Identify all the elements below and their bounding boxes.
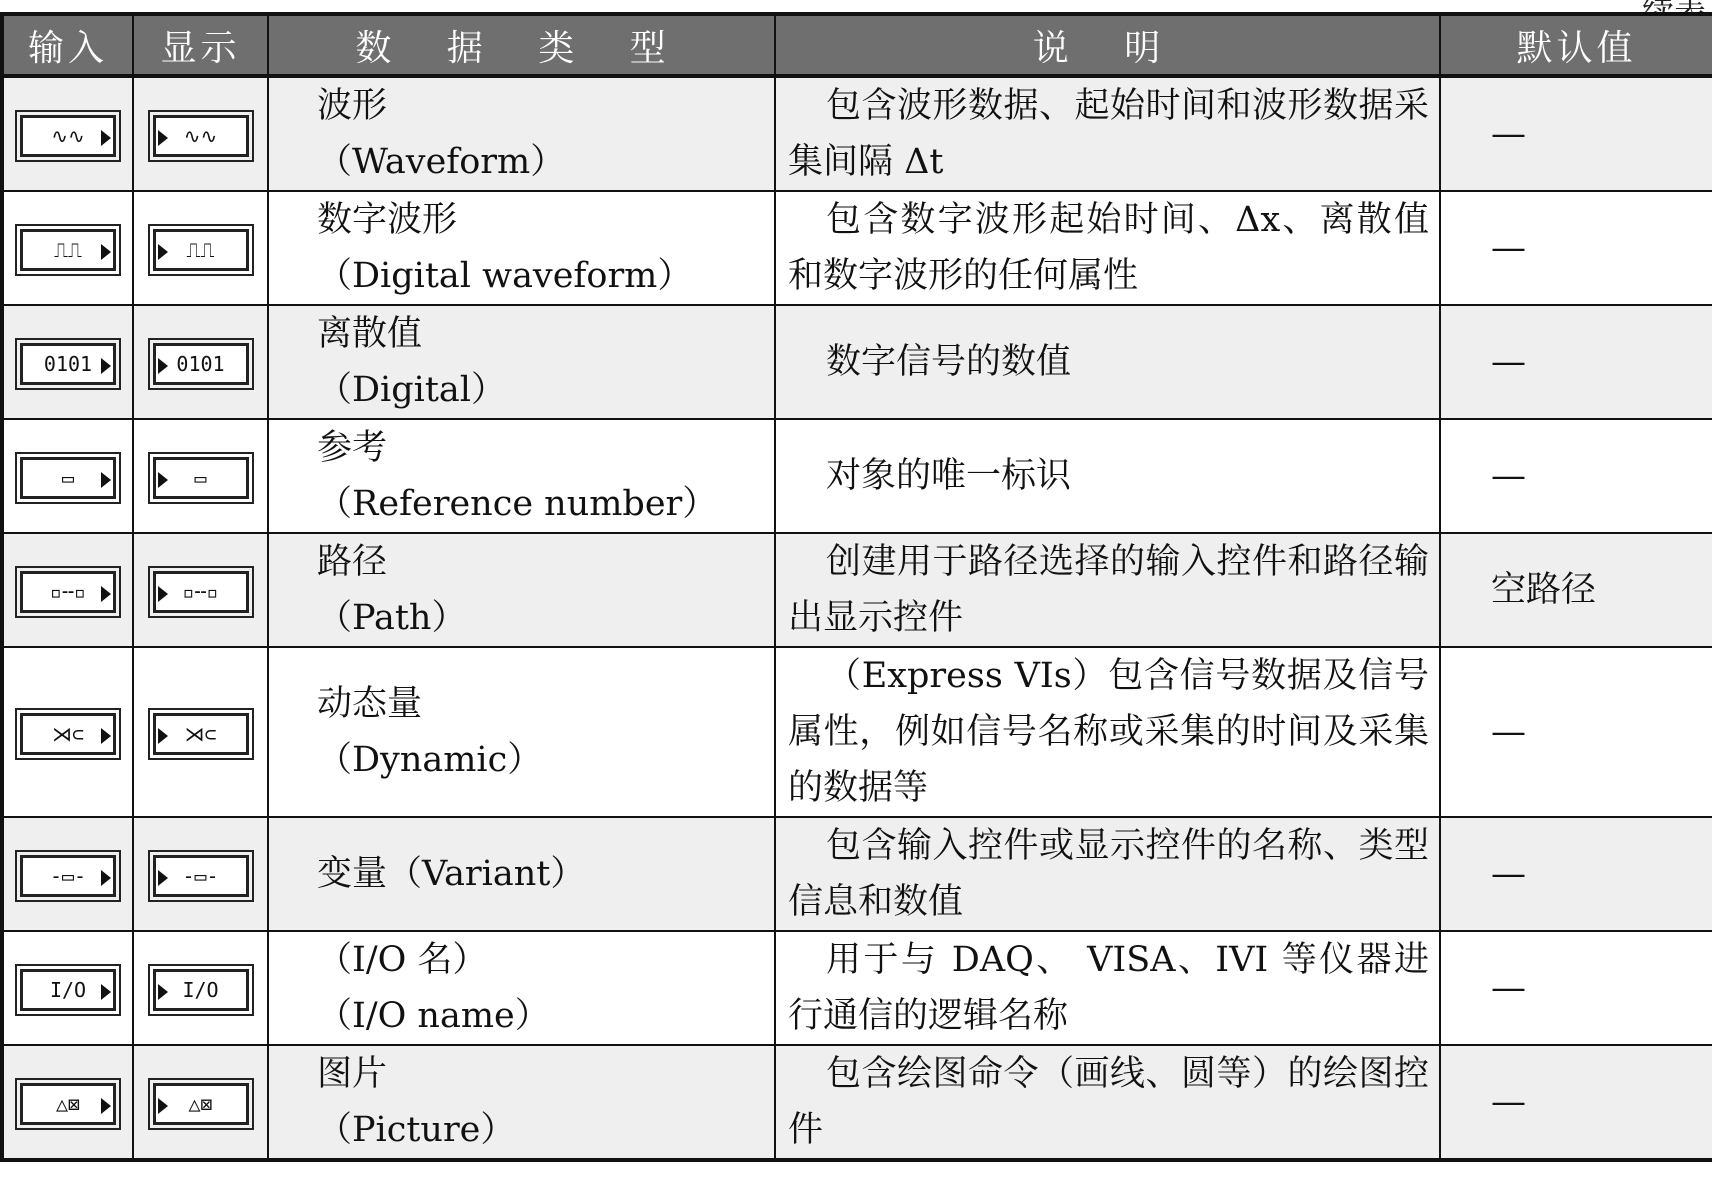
dynamic-icon [153,713,249,755]
table-body [2,76,1712,1160]
dynamic-icon [20,713,116,755]
display-terminal-cell [133,305,268,419]
description-text: 用于与 DAQ、 VISA、IVI 等仪器进行通信的逻辑名称 [788,940,1429,1036]
digital-icon [153,343,249,385]
description-text: 创建用于路径选择的输入控件和路径输出显示控件 [788,542,1429,638]
data-type-english: （Picture） [317,1110,516,1150]
picture-icon [20,1083,116,1125]
terminal-glyph: 0101 [176,351,225,376]
refnum-icon [153,457,249,499]
path-icon [153,571,249,613]
picture-icon [153,1083,249,1125]
digital-waveform-icon [153,229,249,271]
terminal-glyph: ⋊⊂ [51,721,85,746]
default-value-cell: 空路径 [1440,533,1712,647]
data-type-cell [268,305,775,419]
terminal-glyph: ⎍⎍ [186,237,215,262]
display-terminal-cell [133,1045,268,1160]
data-type-english: （Dynamic） [317,740,543,780]
terminal-glyph: ⎍⎍ [54,237,82,262]
data-type-english: （Digital waveform） [317,256,693,296]
data-type-chinese: 变量（Variant） [317,854,586,894]
waveform-icon [20,115,116,157]
terminal-glyph: 0101 [43,351,93,376]
default-value-cell: — [1440,76,1712,191]
io-name-icon [20,969,116,1011]
input-terminal-cell [2,1045,133,1160]
input-terminal-cell [2,419,133,533]
description-cell [775,305,1440,419]
data-type-english: （I/O name） [317,996,550,1036]
refnum-icon [20,457,116,499]
description-text: 包含数字波形起始时间、Δx、离散值和数字波形的任何属性 [788,200,1429,296]
data-type-cell [268,419,775,533]
description-cell [775,817,1440,931]
terminal-glyph: -▭- [49,863,87,888]
data-type-english: （Digital） [317,370,506,410]
description-cell [775,1045,1440,1160]
table-row [2,533,1712,647]
table-row [2,817,1712,931]
table-row [2,76,1712,191]
data-type-chinese: 数字波形 [317,200,458,240]
data-type-chinese: 参考 [317,428,388,468]
terminal-glyph: △⊠ [55,1091,81,1116]
path-icon [20,571,116,613]
display-terminal-cell [133,647,268,817]
terminal-glyph: ∿∿ [183,123,218,148]
terminal-glyph: ⋊⊂ [184,721,217,746]
table-row [2,191,1712,305]
display-terminal-cell [133,817,268,931]
data-type-cell [268,533,775,647]
description-text: 包含波形数据、起始时间和波形数据采集间隔 Δt [788,86,1429,182]
input-terminal-cell [2,647,133,817]
description-cell [775,647,1440,817]
default-value-cell: — [1440,305,1712,419]
input-terminal-cell [2,191,133,305]
data-type-cell [268,817,775,931]
variant-icon [20,855,116,897]
waveform-icon [153,115,249,157]
input-terminal-cell [2,76,133,191]
data-type-chinese: 图片 [317,1054,388,1094]
description-cell [775,419,1440,533]
input-terminal-cell [2,931,133,1045]
terminal-glyph: ∿∿ [51,123,85,148]
description-text: （Express VIs）包含信号数据及信号属性，例如信号名称或采集的时间及采集的数据等 [788,656,1429,808]
terminal-glyph: I/O [49,977,87,1002]
default-value-cell: — [1440,419,1712,533]
terminal-glyph: -▭- [182,863,219,888]
data-type-english: （Path） [317,598,467,638]
description-cell [775,191,1440,305]
default-value-cell: — [1440,931,1712,1045]
terminal-glyph: ▭ [194,465,207,490]
header-description: 说 明 [775,14,1440,76]
data-type-chinese: 离散值 [317,314,423,354]
terminal-glyph: ▭ [61,465,75,490]
description-text: 数字信号的数值 [826,342,1072,382]
description-text: 包含绘图命令（画线、圆等）的绘图控件 [788,1054,1429,1150]
variant-icon [153,855,249,897]
description-cell [775,931,1440,1045]
header-input: 输入 [2,14,133,76]
data-type-english: （Waveform） [317,142,566,182]
table-row [2,647,1712,817]
display-terminal-cell [133,931,268,1045]
input-terminal-cell [2,305,133,419]
input-terminal-cell [2,533,133,647]
input-terminal-cell [2,817,133,931]
table-row [2,931,1712,1045]
description-cell [775,533,1440,647]
data-type-cell [268,647,775,817]
display-terminal-cell [133,419,268,533]
digital-waveform-icon [20,229,116,271]
default-value-cell: — [1440,1045,1712,1160]
data-type-table [0,12,1712,1162]
table-header-row [2,14,1712,76]
header-default: 默认值 [1440,14,1712,76]
table-row [2,305,1712,419]
data-type-cell [268,931,775,1045]
data-type-cell [268,1045,775,1160]
display-terminal-cell [133,191,268,305]
header-display: 显示 [133,14,268,76]
default-value-cell: — [1440,817,1712,931]
description-text: 包含输入控件或显示控件的名称、类型信息和数值 [788,826,1429,922]
description-text: 对象的唯一标识 [826,456,1072,496]
data-type-cell [268,76,775,191]
description-cell [775,76,1440,191]
terminal-glyph: ▫╌▫ [182,579,219,604]
table-row [2,1045,1712,1160]
data-type-english: （Reference number） [317,484,718,524]
default-value-cell: — [1440,191,1712,305]
data-type-chinese: 路径 [317,542,388,582]
data-type-chinese: （I/O 名） [317,940,488,980]
terminal-glyph: ▫╌▫ [49,579,87,604]
default-value-cell: — [1440,647,1712,817]
data-type-chinese: 动态量 [317,684,423,724]
data-type-cell [268,191,775,305]
display-terminal-cell [133,76,268,191]
digital-icon [20,343,116,385]
display-terminal-cell [133,533,268,647]
table-row [2,419,1712,533]
io-name-icon [153,969,249,1011]
header-data-type: 数 据 类 型 [268,14,775,76]
terminal-glyph: △⊠ [188,1091,213,1116]
data-type-chinese: 波形 [317,86,388,126]
terminal-glyph: I/O [182,977,219,1002]
